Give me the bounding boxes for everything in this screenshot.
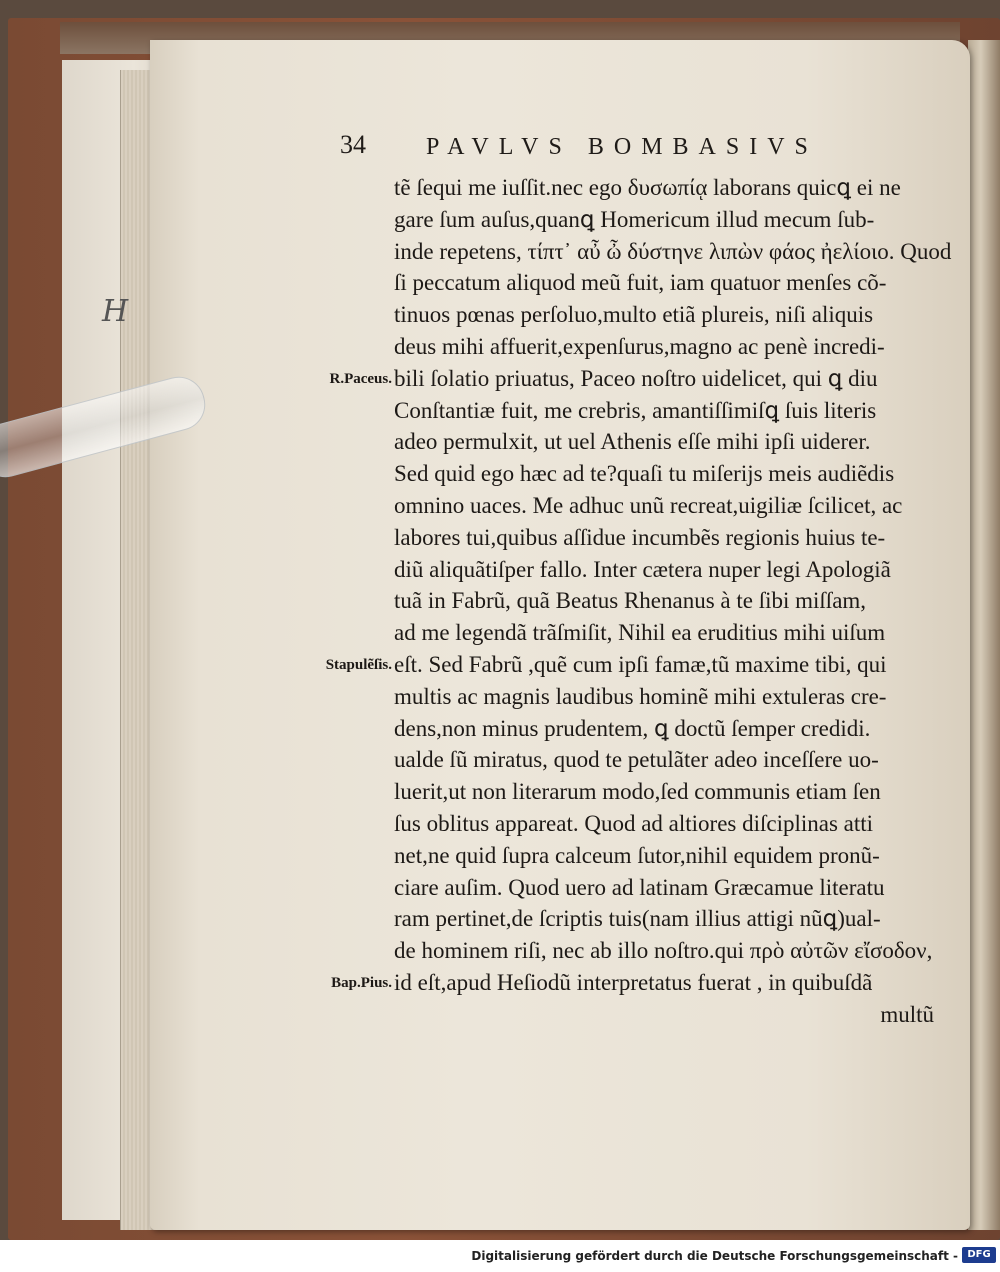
margin-note: Bap.Pius. <box>331 975 392 991</box>
text-line: deus mihi affuerit,expenſurus,magno ac penè incredi- <box>394 333 885 359</box>
text-line: tuã in Fabrũ, quã Beatus Rhenanus à te ſibi miſſam, <box>394 588 867 614</box>
dfg-logo-icon: DFG <box>962 1247 996 1263</box>
main-text-block <box>394 172 952 1031</box>
text-line: dens,non minus prudentem, ꝗ doctũ ſemper credidi. <box>394 715 871 741</box>
folio-number: 34 <box>340 130 366 159</box>
text-line: ciare auſim. Quod uero ad latinam Græcamue literatu <box>394 874 885 900</box>
footer-bar <box>0 1240 1000 1272</box>
text-line: tinuos pœnas perſoluo,multo etiã plureis, niſi aliquis <box>394 302 874 328</box>
text-line: id eſt,apud Heſiodũ interpretatus fuerat , in quibuſdã <box>394 969 873 995</box>
text-line: multis ac magnis laudibus hominẽ mihi extuleras cre- <box>394 683 887 709</box>
text-line: net,ne quid ſupra calceum ſutor,nihil equidem pronũ- <box>394 842 880 868</box>
text-line: luerit,ut non literarum modo,ſed communis etiam ſen <box>394 779 881 805</box>
page-header <box>340 130 880 170</box>
margin-note: R.Paceus. <box>329 370 392 387</box>
text-line: de hominem riſi, nec ab illo noſtro.qui πρὸ αὐτῶν εἴσοδον, <box>394 938 933 964</box>
margin-note: Stapulẽſis. <box>325 657 392 673</box>
text-line: gare ſum auſus,quanꝗ Homericum illud mecum ſub- <box>394 206 875 232</box>
text-line: Sed quid ego hæc ad te?quaſi tu miſerijs meis audiẽdis <box>394 461 895 487</box>
text-line: eſt. Sed Fabrũ ,quẽ cum ipſi famæ,tũ maxime tibi, qui <box>394 651 887 677</box>
text-line: Conſtantiæ fuit, me crebris, amantiſſimiſꝗ ſuis literis <box>394 397 877 423</box>
text-line: diũ aliquãtiſper fallo. Inter cætera nuper legi Apologiã <box>394 556 891 582</box>
text-line: labores tui,quibus aſſidue incumbẽs regionis huius te- <box>394 524 886 550</box>
text-line: inde repetens, τίπτ᾽ αὖ ὦ δύστηνε λιπὼν φάος ἠελίοιο. Quod <box>394 238 952 264</box>
pencil-mark: H <box>102 294 129 329</box>
text-line: ſus oblitus appareat. Quod ad altiores diſciplinas atti <box>394 810 874 836</box>
right-book-edge <box>968 40 1000 1230</box>
text-line: tẽ ſequi me iuſſit.nec ego δυσωπίᾳ laborans quicꝗ ei ne <box>394 175 901 200</box>
running-head: PAVLVS BOMBASIVS <box>426 134 818 160</box>
text-line: ram pertinet,de ſcriptis tuis(nam illius attigi nũꝗ)ual- <box>394 906 881 932</box>
text-line: ualde ſũ miratus, quod te petulãter adeo inceſſere uo- <box>394 747 879 773</box>
footer-credit: Digitalisierung gefördert durch die Deutsche Forschungsgemeinschaft - <box>471 1249 958 1263</box>
text-line: ad me legendã trãſmiſit, Nihil ea eruditius mihi uiſum <box>394 620 886 646</box>
text-line: bili ſolatio priuatus, Paceo noſtro uidelicet, qui ꝗ diu <box>394 365 878 391</box>
text-line: omnino uaces. Me adhuc unũ recreat,uigiliæ ſcilicet, ac <box>394 492 903 518</box>
text-line: ſi peccatum aliquod meũ fuit, iam quatuor menſes cõ- <box>394 270 887 296</box>
text-line: multũ <box>880 1001 934 1027</box>
text-line: adeo permulxit, ut uel Athenis eſſe mihi ipſi uiderer. <box>394 429 871 455</box>
